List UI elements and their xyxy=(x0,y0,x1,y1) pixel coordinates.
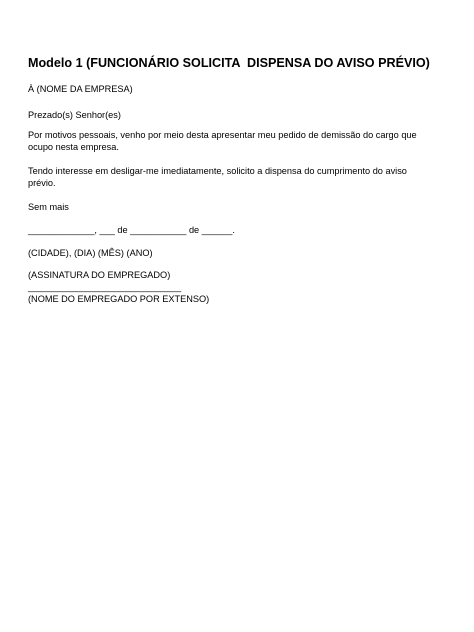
greeting-line: Prezado(s) Senhor(es) xyxy=(28,110,121,120)
recipient-line: À (NOME DA EMPRESA) xyxy=(28,84,133,94)
employee-name-line: (NOME DO EMPREGADO POR EXTENSO) xyxy=(28,294,210,304)
signature-line: ______________________________ xyxy=(28,282,182,292)
paragraph-2-line-1: Tendo interesse em desligar-me imediatamente, solicito a dispensa do cumprimento do aviso xyxy=(28,166,407,176)
signature-label: (ASSINATURA DO EMPREGADO) xyxy=(28,270,171,280)
paragraph-2-line-2: prévio. xyxy=(28,178,56,188)
document-title: Modelo 1 (FUNCIONÁRIO SOLICITA DISPENSA DO AVISO PRÉVIO) xyxy=(28,56,430,70)
paragraph-1-line-1: Por motivos pessoais, venho por meio desta apresentar meu pedido de demissão do cargo que xyxy=(28,130,417,140)
closing-line: Sem mais xyxy=(28,202,69,212)
date-fill-line: _____________, ___ de ___________ de ______. xyxy=(28,225,235,235)
paragraph-1-line-2: ocupo nesta empresa. xyxy=(28,142,119,152)
date-hint-line: (CIDADE), (DIA) (MÊS) (ANO) xyxy=(28,248,153,258)
